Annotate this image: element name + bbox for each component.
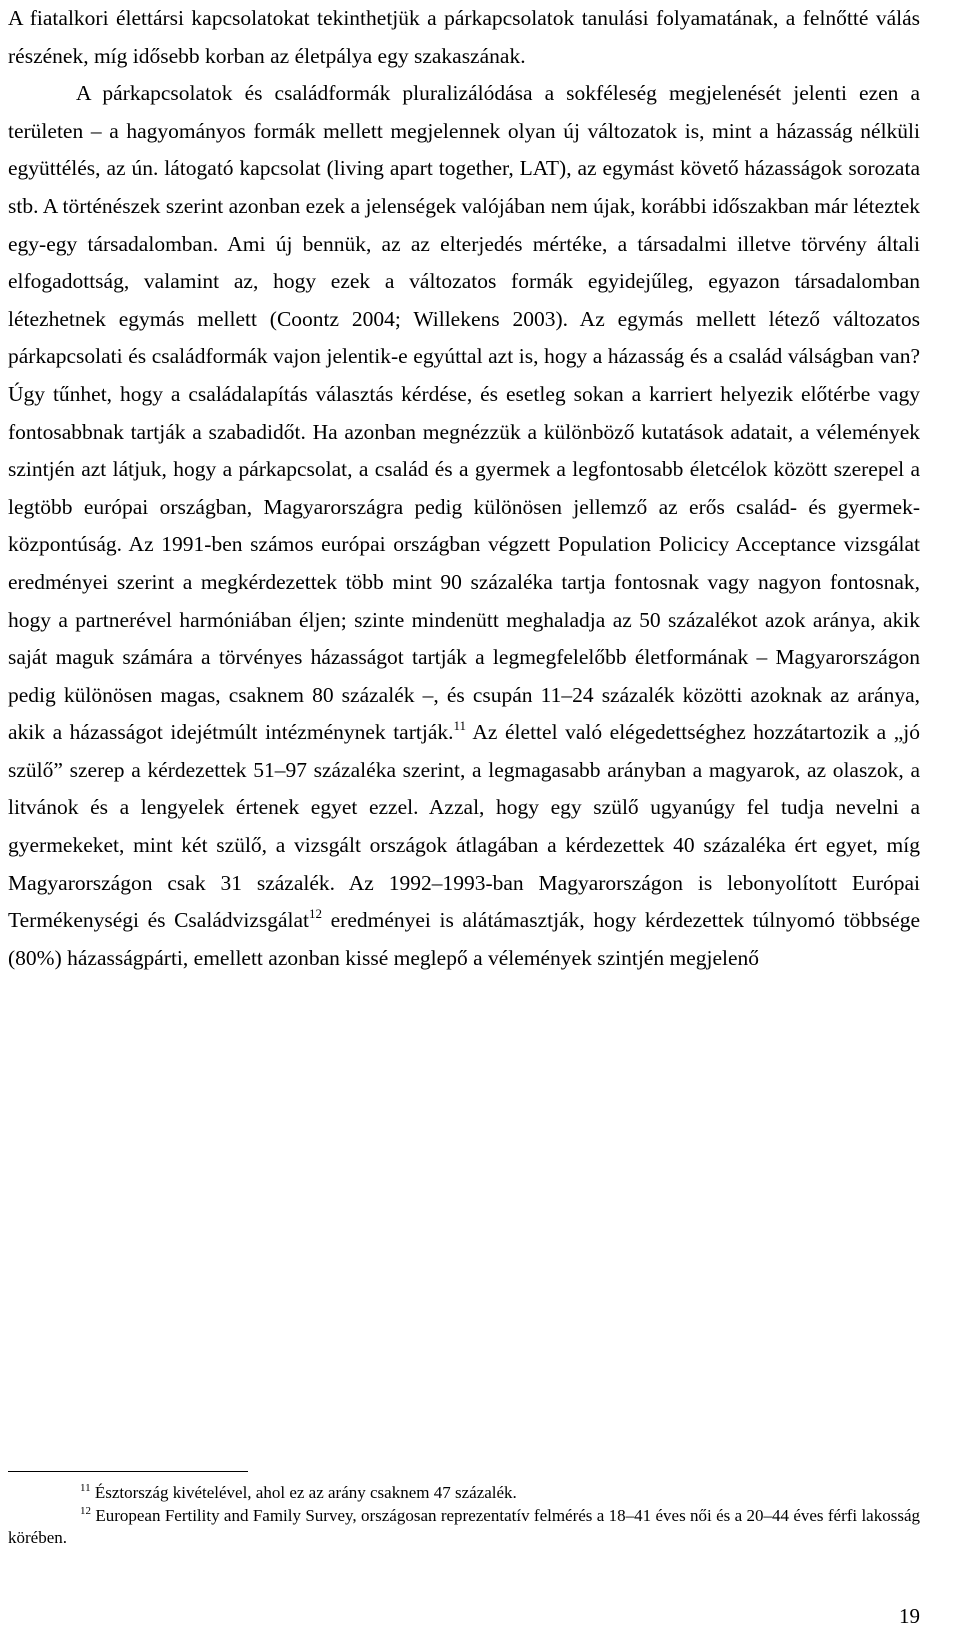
footnote-text: European Fertility and Family Survey, országosan reprezentatív felmérés a 18–41 éves női és a 20–44 éves férfi lakosság körében.: [8, 1505, 921, 1547]
footnote-separator: [8, 1471, 248, 1472]
footnote-12: [8, 1505, 920, 1550]
footnote-text: Észtország kivételével, ahol ez az arány csaknem 47 százalék.: [94, 1483, 517, 1502]
paragraph-1: A fiatalkori élettársi kapcsolatokat tekinthetjük a párkapcsolatok tanulási folyamatának, a felnőtté válás részének, míg idősebb korban az életpálya egy szakaszának.: [8, 6, 920, 68]
paragraph-2-text-3: eredményei is alátámasztják, hogy kérdezettek túlnyomó többsége (80%) házasságpárti, emellett azonban kissé meglepő a vélemények szintjén megjelenő: [8, 908, 920, 970]
footnote-ref-11[interactable]: 11: [453, 718, 467, 734]
footnote-ref-12[interactable]: 12: [309, 906, 323, 922]
footnote-marker: 11: [80, 1482, 91, 1494]
footnote-marker: 12: [80, 1504, 91, 1517]
footnotes: [8, 1482, 920, 1550]
paragraph-2: [8, 75, 920, 977]
page-number: 19: [899, 1604, 920, 1628]
paragraph-2-text-1: A párkapcsolatok és családformák pluralizálódása a sokféleség megjelenését jelenti ezen a területen – a hagyományos formák mellett megjelennek olyan új változatok is, mint a házasság nélküli együttélés, az ún. látogató kapcsolat (living apart together, LAT), az egymást követő házasságok sorozata stb. A történészek szerint azonban ezek a jelenségek valójában nem újak, korábbi időszakban már léteztek egy-egy társadalomban. Ami új bennük, az az elterjedés mértéke, a társadalmi illetve törvény általi elfogadottság, valamint az, hogy ezek a változatos formák egyidejűleg, egyazon társadalomban létezhetnek egymás mellett (Coontz 2004; Willekens 2003). Az egymás mellett létező változatos párkapcsolati és családformák vajon jelentik-e egyúttal azt is, hogy a házasság és a család válságban van? Úgy tűnhet, hogy a családalapítás választás kérdése, és esetleg sokan a karriert helyezik előtérbe vagy fontosabbnak tartják a szabadidőt. Ha azonban megnézzük a különböző kutatások adatait, a vélemények szintjén azt látjuk, hogy a párkapcsolat, a család és a gyermek a legfontosabb életcélok között szerepel a legtöbb európai országban, Magyarországra pedig különösen jellemző az erős család- és gyermek-központúság. Az 1991-ben számos európai országban végzett Population Policicy Acceptance vizsgálat eredményei szerint a megkérdezettek több mint 90 százaléka tartja fontosnak vagy nagyon fontosnak, hogy a partnerével harmóniában éljen; szinte mindenütt meghaladja az 50 százalékot azok aránya, akik saját maguk számára a törvényes házasságot tartják a legmegfelelőbb életformának – Magyarországon pedig különösen magas, csaknem 80 százalék –, és csupán 11–24 százalék közötti azoknak az aránya, akik a házasságot idejétmúlt intézménynek tartják.: [8, 81, 920, 745]
page-body: [8, 0, 920, 977]
footnote-11: [8, 1482, 920, 1505]
paragraph-2-text-2: Az élettel való elégedettséghez hozzátartozik a „jó szülő” szerep a kérdezettek 51–97 százaléka szerint, a legmagasabb arányban a magyarok, az olaszok, a litvánok és a lengyelek értenek egyet ezzel. Azzal, hogy egy szülő ugyanúgy fel tudja nevelni a gyermekeket, mint két szülő, a vizsgált országok átlagában a kérdezettek 40 százaléka ért egyet, míg Magyarországon csak 31 százalék. Az 1992–1993-ban Magyarországon is lebonyolított Európai Termékenységi és Családvizsgálat: [8, 720, 920, 933]
